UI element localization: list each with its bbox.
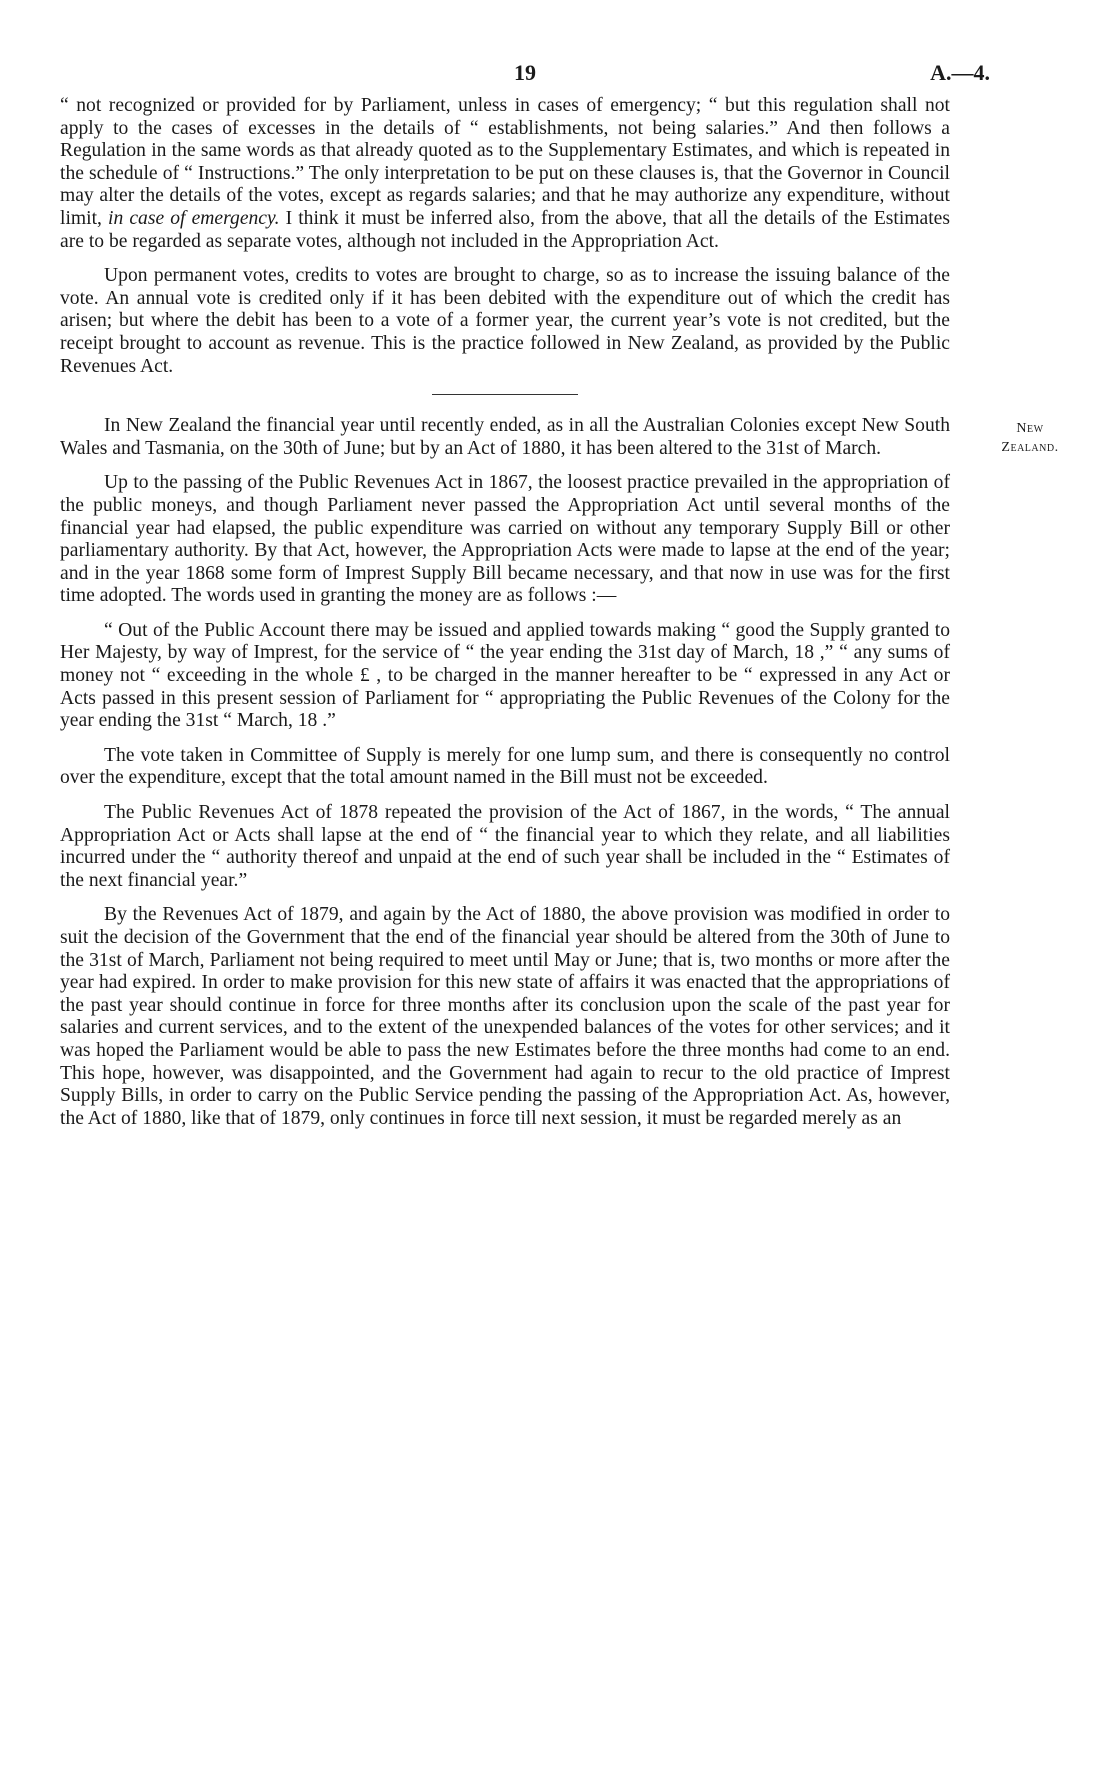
page-header <box>60 60 990 90</box>
paragraph-4: Up to the passing of the Public Revenues Act in 1867, the loosest practice prevailed in the appropriation of the public moneys, and though Parliament never passed the Appropriation Act until several months of the financial year had elapsed, the public expenditure was carried on without any temporary Supply Bill or other parliamentary authority. By that Act, however, the Appropriation Acts were made to lapse at the end of the year; and in the year 1868 some form of Imprest Supply Bill became necessary, and that now in use was for the first time adopted. The words used in granting the money are as follows :— <box>60 472 950 607</box>
paragraph-1 <box>60 95 950 253</box>
paragraph-1-text-b: I think it must be inferred also, from the above, that all the details of the Estimates are to be regarded as separate votes, although not included in the Appropriation Act. <box>60 207 950 252</box>
paragraph-1-emphasis: in case of emergency. <box>108 207 280 229</box>
block-quote: “ Out of the Public Account there may be issued and applied towards making “ good the Supply granted to Her Majesty, by way of Imprest, for the service of “ the year ending the 31st day of March, 18 ,” “ any sums of money not “ exceeding in the whole £ , to be charged in the manner hereafter to be “ expressed in any Act or Acts passed in this present session of Parliament for “ appropriating the Public Revenues of the Colony for the year ending the 31st “ March, 18 .” <box>60 619 950 732</box>
body-text <box>60 95 1059 1142</box>
paragraph-2: Upon permanent votes, credits to votes are brought to charge, so as to increase the issuing balance of the vote. An annual vote is credited only if it has been debited with the expenditure out of which the credit has arisen; but where the debit has been to a vote of a former year, the current year’s vote is not credited, but the receipt brought to account as revenue. This is the practice followed in New Zealand, as provided by the Public Revenues Act. <box>60 265 950 377</box>
paragraph-7: By the Revenues Act of 1879, and again by the Act of 1880, the above provision was modified in order to suit the decision of the Government that the end of the financial year should be altered from the 30th of June to the 31st of March, Parliament not being required to meet until May or June; that is, two months or more after the year had expired. In order to make provision for this new state of affairs it was enacted that the appropriations of the past year should continue in force for three months after its conclusion upon the scale of the past year for salaries and current services, and to the extent of the unexpended balances of the votes for other services; and it was hoped the Parliament would be able to pass the new Estimates before the three months had come to an end. This hope, however, was disappointed, and the Government had again to recur to the old practice of Imprest Supply Bills, in order to carry on the Public Service pending the passing of the Appropriation Act. As, however, the Act of 1880, like that of 1879, only continues in force till next session, it must be regarded merely as an <box>60 904 950 1129</box>
page-number: 19 <box>514 60 536 85</box>
paragraph-5: The vote taken in Committee of Supply is merely for one lump sum, and there is consequently no control over the expenditure, except that the total amount named in the Bill must not be exceeded. <box>60 744 950 789</box>
margin-note-line-1: New <box>1016 421 1044 437</box>
paragraph-1-text-a: “ not recognized or provided for by Parliament, unless in cases of emergency; “ but this regulation shall not apply to the cases of excesses in the details of “ establishments, not being salaries.” And then follows a Regulation in the same words as that already quoted as to the Supplementary Estimates, and which is repeated in the schedule of “ Instructions.” The only interpretation to be put on these clauses is, that the Governor in Council may alter the details of the votes, except as regards salaries; and that he may authorize any expenditure, without limit, <box>60 95 950 229</box>
document-reference: A.—4. <box>930 60 990 85</box>
margin-note-line-2: Zealand. <box>1001 440 1059 456</box>
paragraph-6: The Public Revenues Act of 1878 repeated the provision of the Act of 1867, in the words, “ The annual Appropriation Act or Acts shall lapse at the end of “ the financial year to which they relate, and all liabilities incurred under the “ authority thereof and unpaid at the end of such year shall be included in the “ Estimates of the next financial year.” <box>60 802 950 891</box>
new-zealand-section <box>60 415 1059 1130</box>
paragraph-3: In New Zealand the financial year until recently ended, as in all the Australian Colonies except New South Wales and Tasmania, on the 30th of June; but by an Act of 1880, it has been altered to the 31st of March. <box>60 415 950 459</box>
margin-note <box>980 419 1080 457</box>
section-divider <box>432 394 578 395</box>
